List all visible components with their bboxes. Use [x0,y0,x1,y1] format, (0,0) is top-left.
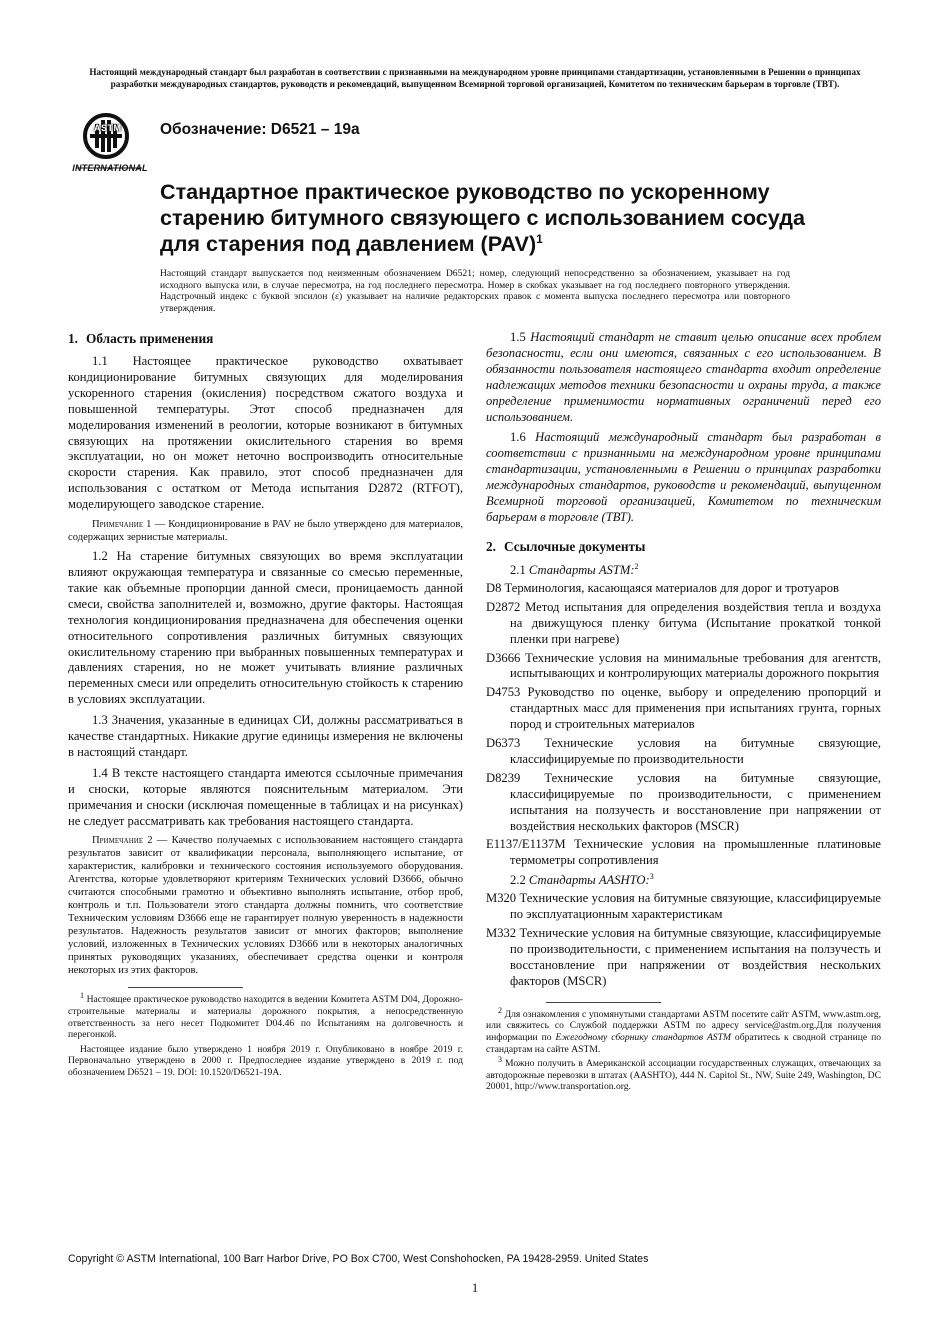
section-number: 2. [486,538,496,554]
reference-item: D6373 Технические условия на битумные связующие, классифицируемые по производительности [486,736,881,766]
note-label: Примечание 1 [92,519,152,531]
para-1-3: 1.3 Значения, указанные в единицах СИ, должны рассматриваться в качестве стандартных. Никакие другие единицы измерения не включены в настоящий стандарт. [68,713,463,759]
para-1-6 [486,430,881,525]
astm-reference-list [486,581,881,869]
para-number: 1.6 [510,430,526,445]
footnote-mark: 3 [498,1054,502,1064]
reference-item: D2872 Метод испытания для определения воздействия тепла и воздуха на движущуюся пленку битума (Испытание прокаткой тонкой пленки при нагреве) [486,599,881,646]
footnote-text: обратитесь к сводной странице по стандартам на сайте ASTM. [486,1031,881,1055]
note-1 [68,518,463,544]
reference-item: M332 Технические условия на битумные связующие, классифицируемые по производительности, с применением испытания на ползучесть и восстановление при напряжении от воздействия нескольких факторов (MSCR) [486,926,881,988]
section-title: Ссылочные документы [503,538,646,554]
footnote-text: Настоящее практическое руководство находится в ведении Комитета ASTM D04, Дорожно-строительные материалы и материалы дорожного покрытия, а непосредственную ответственность за него несет Подкомитет D04.46 по Испытаниям на долговечность и перегонкой. [68,994,463,1041]
reference-item: D4753 Руководство по оценке, выбору и определению пропорций и стандартных масс для применения при испытаниях грунта, горных пород и строительных материалов [486,685,881,732]
astm-logo [68,110,152,178]
subsection-title: Стандарты ASTM: [528,562,635,577]
note-label: Примечание 2 [92,835,153,847]
title-text: Стандартное практическое руководство по ускоренному старению битумного связующего с использованием сосуда для старения под давлением (PAV) [160,179,805,256]
issue-note: Настоящий стандарт выпускается под неизменным обозначением D6521; номер, следующий непосредственно за обозначением, указывает на год исходного выпуска или, в случае пересмотра, на год последнего пересмотра. Номер в скобках указывает на год последнего повторного утверждения. Надстрочный индекс с буквой эпсилон (ε) указывает на наличие редакторских правок с момента выпуска последнего пересмотра или повторного утверждения. [160,268,790,315]
footnote-ref: 3 [649,872,654,882]
section-number: 1. [68,331,78,346]
designation: Обозначение: D6521 – 19a [160,121,360,138]
note-text: — Кондиционирование в PAV не было утверждено для материалов, содержащих зернистые материалы. [68,519,463,544]
reference-item: M320 Технические условия на битумные связующие, классифицируемые по эксплуатационным характеристикам [486,891,881,922]
para-text: Настоящий международный стандарт был разработан в соответствии с признанными на международном уровне принципами стандартизации, установленными в Решении о принципах разработки международных стандартов, руководств и рекомендаций, выпущенном Всемирной торговой организацией, Комитетом по техническим барьерам в торговле (ТВТ). [486,430,881,524]
note-text: — Качество получаемых с использованием настоящего стандарта результатов зависит от квалификации персонала, выполняющего испытание, от характеристик, калибровки и технического состояния используемого оборудования. Агентства, которые удовлетворяют критериям Технических условий D3666, обычно считаются способными грамотно и объективно выполнять испытание, отбор проб, контроль и т.п. Пользователи этого стандарта должны помнить, что соответствие Техническим условиям D3666 еще не гарантирует полную уверенность в надежности результатов. Надежность результатов зависит от многих факторов; выполнение условий, изложенных в Технических условиях D3666 или в некоторых аналогичных принятых руководящих указаниях, обеспечивает средства оценки и контроля некоторых из этих факторов. [68,835,463,977]
aashto-reference-list [486,891,881,989]
logo-wordmark: ASTM [94,123,122,133]
page-number: 1 [471,1281,479,1295]
para-number: 1.5 [510,330,526,344]
footnote-text: Для ознакомления с упомянутыми стандартами ASTM посетите сайт ASTM, www.astm.org, или свяжитесь со Службой поддержки ASTM по адресу service@astm.org.Для получения информации по [486,1008,881,1043]
para-1-5 [486,330,881,425]
subsection-2-2 [486,872,881,888]
footnote-2 [486,1005,881,1055]
subsection-title: Стандарты AASHTO: [528,873,650,888]
subsection-number: 2.2 [510,873,526,888]
right-column [486,330,881,1096]
footnote-mark: 2 [498,1005,502,1015]
reference-item: D8 Терминология, касающаяся материалов для дорог и тротуаров [486,580,839,595]
header-notice: Настоящий международный стандарт был разработан в соответствии с признанными на международном уровне принципами стандартизации, установленными в Решении о принципах разработки международных стандартов, руководств и рекомендаций, выпущенном Всемирной торговой организацией, Комитетом по техническим барьерам в торговле (ТВТ). [89,67,861,89]
reference-item: E1137/E1137M Технические условия на промышленные платиновые термометры сопротивления [486,837,881,868]
footnote-italic: Ежегодному сборнику стандартов ASTM [555,1031,731,1043]
footnote-text: Можно получить в Американской ассоциации государственных служащих, отвечающих за автодорожные перевозки в штатах (AASHTO), 444 N. Capitol St., NW, Suite 249, Washington, DC 20001, http://www.transportation.org. [486,1058,881,1093]
para-text: Настоящий стандарт не ставит целью описание всех проблем безопасности, если они имеются, связанных с его использованием. В обязанности пользователя настоящего стандарта входит определение надлежащих методов техники безопасности и охраны труда, а также определение применимости нормативных ограничений перед его использованием. [486,330,881,424]
reference-item: D8239 Технические условия на битумные связующие, классифицируемые по производительности, с применением испытания на ползучесть и восстановление при напряжении от воздействия нескольких факторов (MSCR) [486,770,881,833]
reference-item: D3666 Технические условия на минимальные требования для агентств, испытывающих и контролирующих материалы дорожного покрытия [486,650,881,681]
footnote-divider [128,987,243,988]
section-2-heading [486,538,881,555]
footnote-1-edition: Настоящее издание было утверждено 1 ноября 2019 г. Опубликовано в ноябре 2019 г. Первоначально утверждено в 2000 г. Предпоследнее издание утверждено в 2019 г. под обозначением D6521 – 19. DOI: 10.1520/D6521-19A. [68,1043,463,1079]
section-1-heading [68,330,463,347]
para-1-4: 1.4 В тексте настоящего стандарта имеются ссылочные примечания и сноски, которые являются пояснительным материалом. Эти примечания и сноски (исключая помещенные в таблицах и на рисунках) не следует рассматривать как требования настоящего стандарта. [68,765,463,828]
para-1-2: 1.2 На старение битумных связующих во время эксплуатации влияют окружающая температура и связанные со смесью переменные, такие как объемные пропорции данной смеси, проницаемость данной смеси, свойства заполнителей и, возможно, другие факторы. Настоящая технология кондиционирования предназначена для обеспечения оценки относительного сопротивления различных битумных связующих окислительному старению при выбранных повышенных температурах и давлениях старения, но не может учитывать влияние различных переменных смеси или определить относительную стойкость к старению в условиях эксплуатации. [68,549,463,707]
footnote-3 [486,1054,881,1093]
subsection-number: 2.1 [510,562,526,577]
document-title [160,179,820,257]
note-2 [68,834,463,977]
section-title: Область применения [85,331,214,346]
footnote-mark: 1 [80,991,84,1001]
footnote-ref: 2 [634,561,639,571]
subsection-2-1 [486,562,881,578]
left-column [68,330,463,1082]
logo-subtext: INTERNATIONAL [72,163,148,173]
footnote-divider [546,1002,661,1003]
footnote-1 [68,991,463,1041]
copyright-line: Copyright © ASTM International, 100 Barr Harbor Drive, PO Box C700, West Conshohocken, PA 19428-2959. United States [68,1253,649,1265]
title-footnote-mark: 1 [536,231,543,246]
para-1-1: 1.1 Настоящее практическое руководство охватывает кондиционирование битумных связующих для моделирования ускоренного старения (окисления) посредством сжатого воздуха и повышенной температуры. Этот способ предназначен для моделирования изменений в реологии, которые возникают в битумных связующих на протяжении окислительного старения во время эксплуатации, но он может неточно воспроизводить относительные скорости старения. Как правило, этот способ предназначен для использования с остатком от Метода испытания D2872 (RTFOT), моделирующего заводское старение. [68,354,463,512]
